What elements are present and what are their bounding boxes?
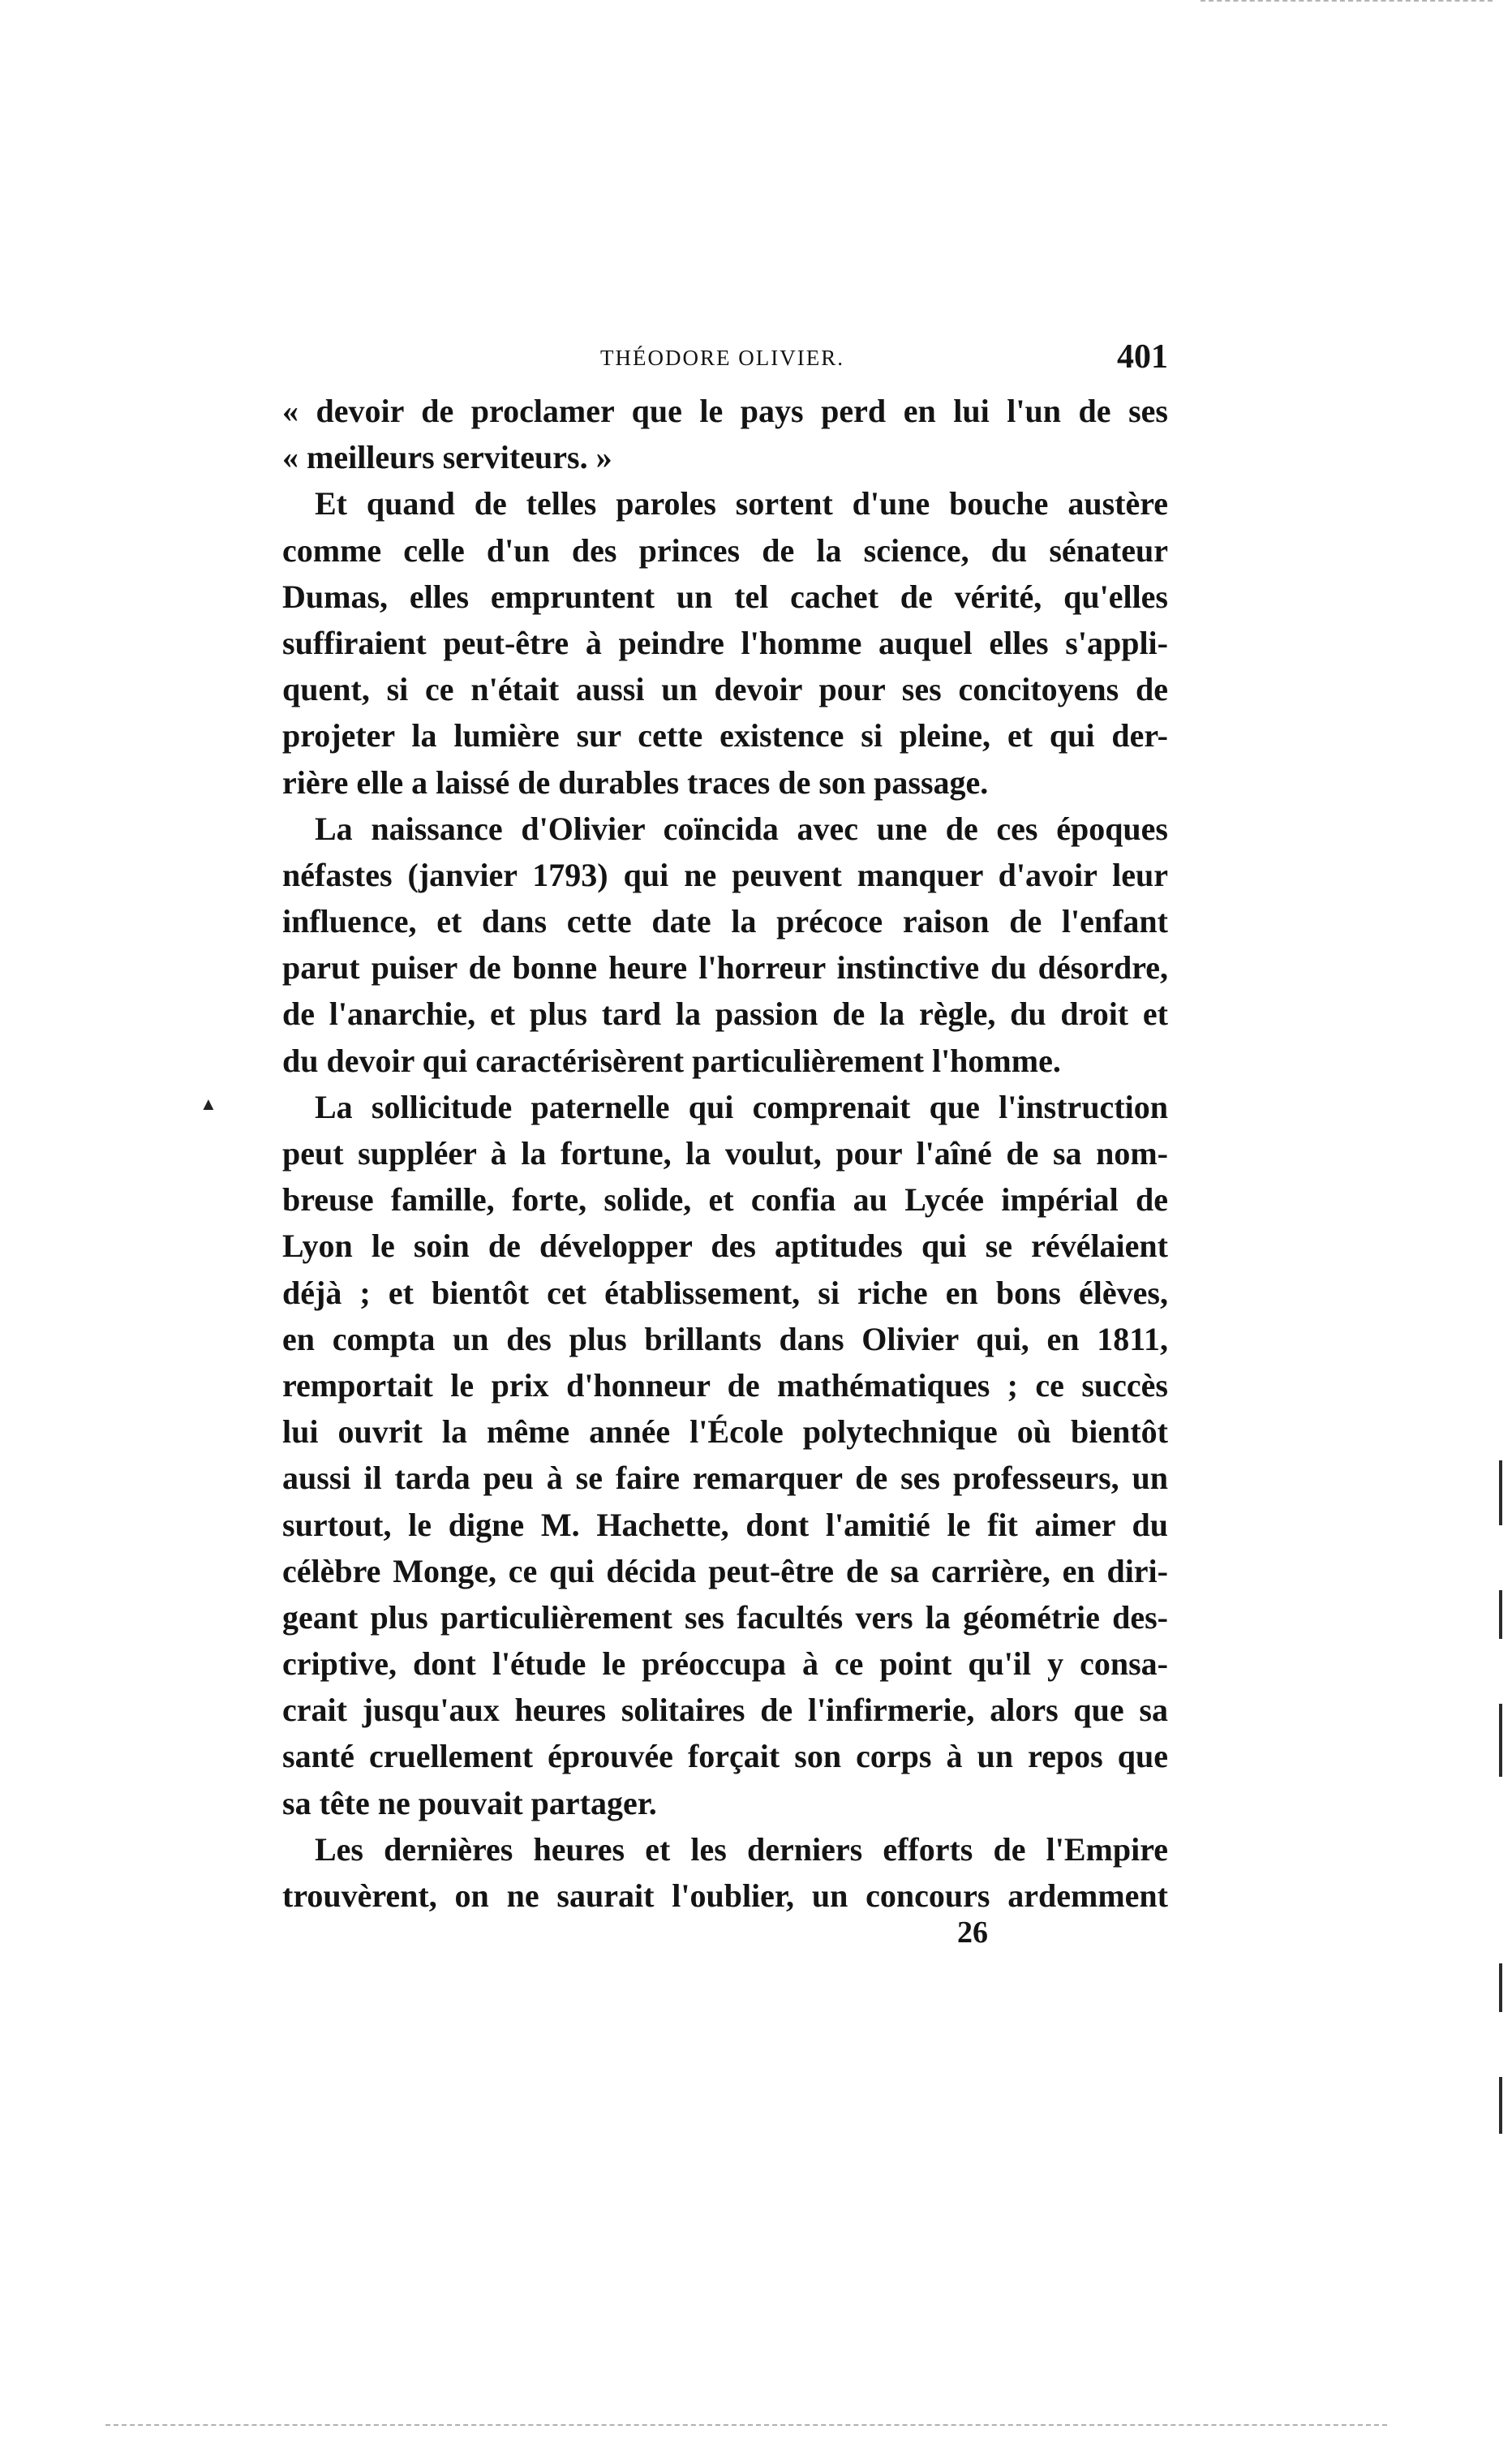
text-line: influence, et dans cette date la précoce raison de l'enfant — [282, 903, 1168, 940]
text-line: quent, si ce n'était aussi un devoir pour ses concitoyens de — [282, 671, 1168, 708]
signature-mark: 26 — [957, 1916, 988, 1950]
text-line: « devoir de proclamer que le pays perd en lui l'un de ses — [282, 393, 1168, 429]
bottom-scan-edge — [105, 2424, 1387, 2426]
text-line: La naissance d'Olivier coïncida avec une de ces époques — [315, 810, 1168, 847]
text-line: suffiraient peut-être à peindre l'homme auquel elles s'appli- — [282, 624, 1168, 661]
text-line: projeter la lumière sur cette existence si pleine, et qui der- — [282, 717, 1168, 755]
text-line: crait jusqu'aux heures solitaires de l'infirmerie, alors que sa — [282, 1692, 1168, 1729]
text-line: en compta un des plus brillants dans Olivier qui, en 1811, — [282, 1320, 1168, 1357]
scan-edge-mark — [1499, 1963, 1502, 2012]
text-line: parut puiser de bonne heure l'horreur instinctive du désordre, — [282, 949, 1168, 987]
text-line: surtout, le digne M. Hachette, dont l'amitié le fit aimer du — [282, 1506, 1168, 1543]
text-line: peut suppléer à la fortune, la voulut, pour l'aîné de sa nom- — [282, 1135, 1168, 1172]
text-line: rière elle a laissé de durables traces de son passage. — [282, 763, 989, 801]
text-line: trouvèrent, on ne saurait l'oublier, un concours ardemment — [282, 1877, 1168, 1914]
text-line: geant plus particulièrement ses facultés vers la géométrie des- — [282, 1598, 1168, 1636]
top-scan-edge — [1201, 0, 1493, 2]
scan-edge-mark — [1499, 1590, 1502, 1639]
text-line: de l'anarchie, et plus tard la passion de la règle, du droit et — [282, 995, 1168, 1033]
text-line: aussi il tarda peu à se faire remarquer de ses professeurs, un — [282, 1460, 1168, 1497]
running-title: THÉODORE OLIVIER. — [600, 346, 844, 370]
text-line: célèbre Monge, ce qui décida peut-être de sa carrière, en diri- — [282, 1552, 1168, 1589]
text-line: Les dernières heures et les derniers efforts de l'Empire — [315, 1830, 1168, 1868]
text-line: néfastes (janvier 1793) qui ne peuvent manquer d'avoir leur — [282, 856, 1168, 893]
text-line: du devoir qui caractérisèrent particulièrement l'homme. — [282, 1042, 1061, 1079]
scan-edge-mark — [1499, 1460, 1502, 1525]
margin-mark: ▲ — [200, 1094, 217, 1114]
page-number: 401 — [1117, 338, 1168, 376]
text-line: sa tête ne pouvait partager. — [282, 1784, 657, 1821]
text-line: lui ouvrit la même année l'École polytechnique où bientôt — [282, 1413, 1168, 1451]
text-line: Et quand de telles paroles sortent d'une bouche austère — [315, 485, 1168, 522]
text-line: breuse famille, forte, solide, et confia au Lycée impérial de — [282, 1181, 1168, 1219]
scan-edge-mark — [1499, 2077, 1502, 2134]
text-line: santé cruellement éprouvée forçait son corps à un repos que — [282, 1738, 1168, 1775]
running-head — [290, 339, 1168, 388]
text-line: Dumas, elles empruntent un tel cachet de vérité, qu'elles — [282, 578, 1168, 615]
text-line: La sollicitude paternelle qui comprenait que l'instruction — [315, 1088, 1168, 1125]
text-line: remportait le prix d'honneur de mathématiques ; ce succès — [282, 1366, 1168, 1404]
text-line: comme celle d'un des princes de la science, du sénateur — [282, 531, 1168, 569]
scan-edge-mark — [1499, 1704, 1502, 1777]
text-line: criptive, dont l'étude le préoccupa à ce point qu'il y consa- — [282, 1645, 1168, 1683]
body-text — [282, 388, 1168, 1919]
text-line: « meilleurs serviteurs. » — [282, 439, 612, 476]
text-line: déjà ; et bientôt cet établissement, si riche en bons élèves, — [282, 1274, 1168, 1311]
text-line: Lyon le soin de développer des aptitudes qui se révélaient — [282, 1228, 1168, 1265]
